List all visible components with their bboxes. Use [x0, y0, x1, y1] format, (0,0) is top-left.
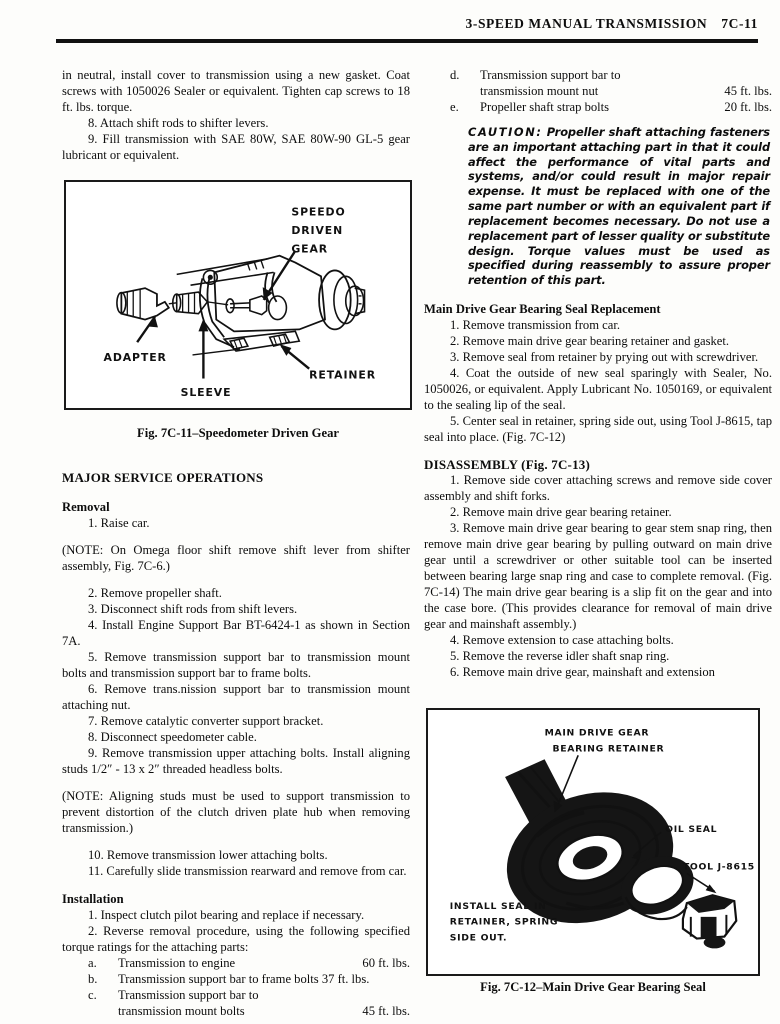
- disassembly-step-6: 6. Remove main drive gear, mainshaft and extension: [450, 665, 715, 680]
- header-title: [466, 16, 759, 32]
- label-retainer-line1: MAIN DRIVE GEAR: [544, 727, 650, 739]
- disassembly-step-4: 4. Remove extension to case attaching bolts.: [450, 633, 674, 648]
- seal-step-4: 4. Coat the outside of new seal sparingly with Sealer, No. 1050026, or equivalent. Apply Lubricant No. 1050169, or equivalent to the sealing lip of the seal.: [424, 366, 772, 412]
- page-header: [56, 16, 758, 46]
- disassembly-step-3: 3. Remove main drive gear bearing to gear stem snap ring, then remove main drive gear bearing by pulling outward on main drive gear until a screwdriver or other suitable tool can be inserted between bearing large snap ring and case to complete removal. (Fig. 7C-14) The main drive gear bearing is a slip fit on the gear and into the case bore. (This provides clearance for removal of main drive gear and mainshaft assembly.): [424, 521, 772, 632]
- torque-row-d-cont: [424, 84, 772, 100]
- torque-name-d: Transmission support bar to: [480, 68, 621, 82]
- label-oil-seal: OIL SEAL: [665, 824, 718, 836]
- label-speedo-line3: GEAR: [291, 242, 329, 256]
- label-retainer-line2: BEARING RETAINER: [552, 743, 665, 755]
- heading-installation: Installation: [62, 892, 124, 907]
- seal-step-3: 3. Remove seal from retainer by prying out with screwdriver.: [450, 350, 759, 365]
- heading-removal: Removal: [62, 500, 110, 515]
- torque-letter-d: d.: [450, 68, 460, 82]
- figure1-callouts: [104, 205, 376, 399]
- disassembly-step-5: 5. Remove the reverse idler shaft snap ring.: [450, 649, 670, 664]
- torque-row-d: [424, 68, 772, 84]
- disassembly-step-1: 1. Remove side cover attaching screws and remove side cover assembly and shift forks.: [424, 473, 772, 504]
- torque-value-d: 45 ft. lbs.: [724, 83, 772, 98]
- torque-list-left: [62, 956, 410, 1020]
- adapter-part: [117, 288, 177, 319]
- caution-label: CAUTION:: [468, 124, 543, 139]
- torque-name-e: Propeller shaft strap bolts: [480, 99, 610, 114]
- page-folio: 7C-11: [721, 16, 758, 31]
- torque-value-c: 45 ft. lbs.: [362, 1003, 410, 1018]
- step-9-fill-transmission: 9. Fill transmission with SAE 80W, SAE 80W-90 GL-5 gear lubricant or equivalent.: [62, 131, 410, 162]
- heading-major-service-operations: MAJOR SERVICE OPERATIONS: [62, 469, 264, 485]
- torque-row-b: [62, 972, 410, 988]
- figure2-caption: Fig. 7C-12–Main Drive Gear Bearing Seal: [480, 980, 706, 994]
- heading-disassembly: DISASSEMBLY (Fig. 7C-13): [424, 456, 590, 472]
- label-install-note-line1: INSTALL SEAL IN: [449, 900, 547, 912]
- removal-step-3: 3. Disconnect shift rods from shift levers.: [88, 602, 298, 617]
- installation-step-2: 2. Reverse removal procedure, using the following specified torque ratings for the attaching parts:: [62, 924, 410, 955]
- removal-step-2: 2. Remove propeller shaft.: [88, 586, 222, 601]
- torque-letter-e: e.: [450, 99, 459, 114]
- header-rule: [56, 39, 758, 42]
- removal-step-10: 10. Remove transmission lower attaching bolts.: [88, 848, 328, 863]
- tool-j8615-drawing: [683, 895, 736, 948]
- removal-step-5: 5. Remove transmission support bar to transmission mount bolts and transmission support bar to frame bolts.: [62, 650, 410, 681]
- heading-main-drive-gear-bearing-seal-replacement: Main Drive Gear Bearing Seal Replacement: [424, 302, 661, 317]
- torque-name-d-line2: transmission mount nut: [480, 83, 599, 98]
- torque-name-c: Transmission support bar to: [118, 987, 259, 1002]
- seal-step-2: 2. Remove main drive gear bearing retainer and gasket.: [450, 334, 730, 349]
- label-install-note-line2: RETAINER, SPRING: [449, 916, 559, 928]
- torque-letter-b: b.: [88, 972, 98, 986]
- right-column: [424, 68, 772, 681]
- removal-step-9: 9. Remove transmission upper attaching bolts. Install aligning studs 1/2″ - 13 x 2″ threaded headless bolts.: [62, 746, 410, 777]
- torque-name-a: Transmission to engine: [118, 956, 236, 971]
- torque-row-c-cont: [62, 1004, 410, 1020]
- torque-row-c: [62, 988, 410, 1004]
- header-section-title: 3-SPEED MANUAL TRANSMISSION: [465, 16, 708, 31]
- paragraph-cover-install: in neutral, install cover to transmission using a new gasket. Coat screws with 1050026 Sealer or equivalent. Tighten cap screws to 18 ft. lbs. torque.: [62, 68, 410, 114]
- label-retainer: RETAINER: [309, 368, 376, 382]
- torque-letter-a: a.: [88, 956, 97, 971]
- label-speedo-line2: DRIVEN: [291, 224, 344, 238]
- torque-name-b: Transmission support bar to frame bolts 37 ft. lbs.: [118, 972, 370, 986]
- removal-step-1: 1. Raise car.: [88, 516, 150, 531]
- removal-step-6: 6. Remove trans.nission support bar to transmission mount attaching nut.: [62, 682, 410, 713]
- figure-speedometer-driven-gear: [64, 180, 412, 410]
- torque-list-right: [424, 68, 772, 116]
- note-aligning-studs: (NOTE: Aligning studs must be used to support transmission to prevent distortion of the clutch driven plate hub when removing transmission.): [62, 789, 410, 836]
- torque-name-c-line2: transmission mount bolts: [118, 1003, 245, 1018]
- removal-step-7: 7. Remove catalytic converter support bracket.: [88, 714, 324, 729]
- step-8-shift-rods: 8. Attach shift rods to shifter levers.: [88, 115, 269, 130]
- label-install-note-line3: SIDE OUT.: [449, 932, 508, 944]
- torque-value-e: 20 ft. lbs.: [724, 99, 772, 114]
- figure1-illustration: [66, 182, 410, 408]
- figure-main-drive-gear-bearing-seal: [426, 708, 760, 976]
- label-speedo-line1: SPEEDO: [291, 205, 346, 219]
- torque-row-e: [424, 100, 772, 116]
- label-tool-j8615: TOOL J-8615: [682, 861, 755, 873]
- torque-row-a: [62, 956, 410, 972]
- note-omega-floor-shift: (NOTE: On Omega floor shift remove shift lever from shifter assembly, Fig. 7C-6.): [62, 543, 410, 574]
- figure2-illustration: [428, 710, 758, 974]
- caution-text: Propeller shaft attaching fasteners are an important attaching part in that it could affect the performance of vital parts and systems, and/or could result in major repair expense. It must be replaced with one of the same part number or with an equivalent part if replacement becomes necessary. Do not use a replacement part of lesser quality or substitute design. Torque values must be used as specified during reassembly to assure proper retention of this part.: [468, 124, 770, 288]
- seal-step-1: 1. Remove transmission from car.: [450, 318, 620, 333]
- removal-step-4: 4. Install Engine Support Bar BT-6424-1 as shown in Section 7A.: [62, 618, 410, 649]
- removal-step-11: 11. Carefully slide transmission rearward and remove from car.: [88, 864, 407, 879]
- disassembly-step-2: 2. Remove main drive gear bearing retainer.: [450, 505, 672, 520]
- torque-value-a: 60 ft. lbs.: [362, 956, 410, 971]
- seal-step-5: 5. Center seal in retainer, spring side out, using Tool J-8615, tap seal into place. (Fig. 7C-12): [424, 413, 772, 444]
- torque-letter-c: c.: [88, 987, 97, 1002]
- installation-step-1: 1. Inspect clutch pilot bearing and replace if necessary.: [88, 908, 365, 923]
- removal-step-8: 8. Disconnect speedometer cable.: [88, 730, 257, 745]
- transmission-extension-housing-drawing: [117, 256, 365, 355]
- label-sleeve: SLEEVE: [180, 386, 232, 400]
- caution-block: [468, 125, 770, 288]
- figure1-caption: Fig. 7C-11–Speedometer Driven Gear: [137, 426, 339, 440]
- label-adapter: ADAPTER: [103, 350, 167, 364]
